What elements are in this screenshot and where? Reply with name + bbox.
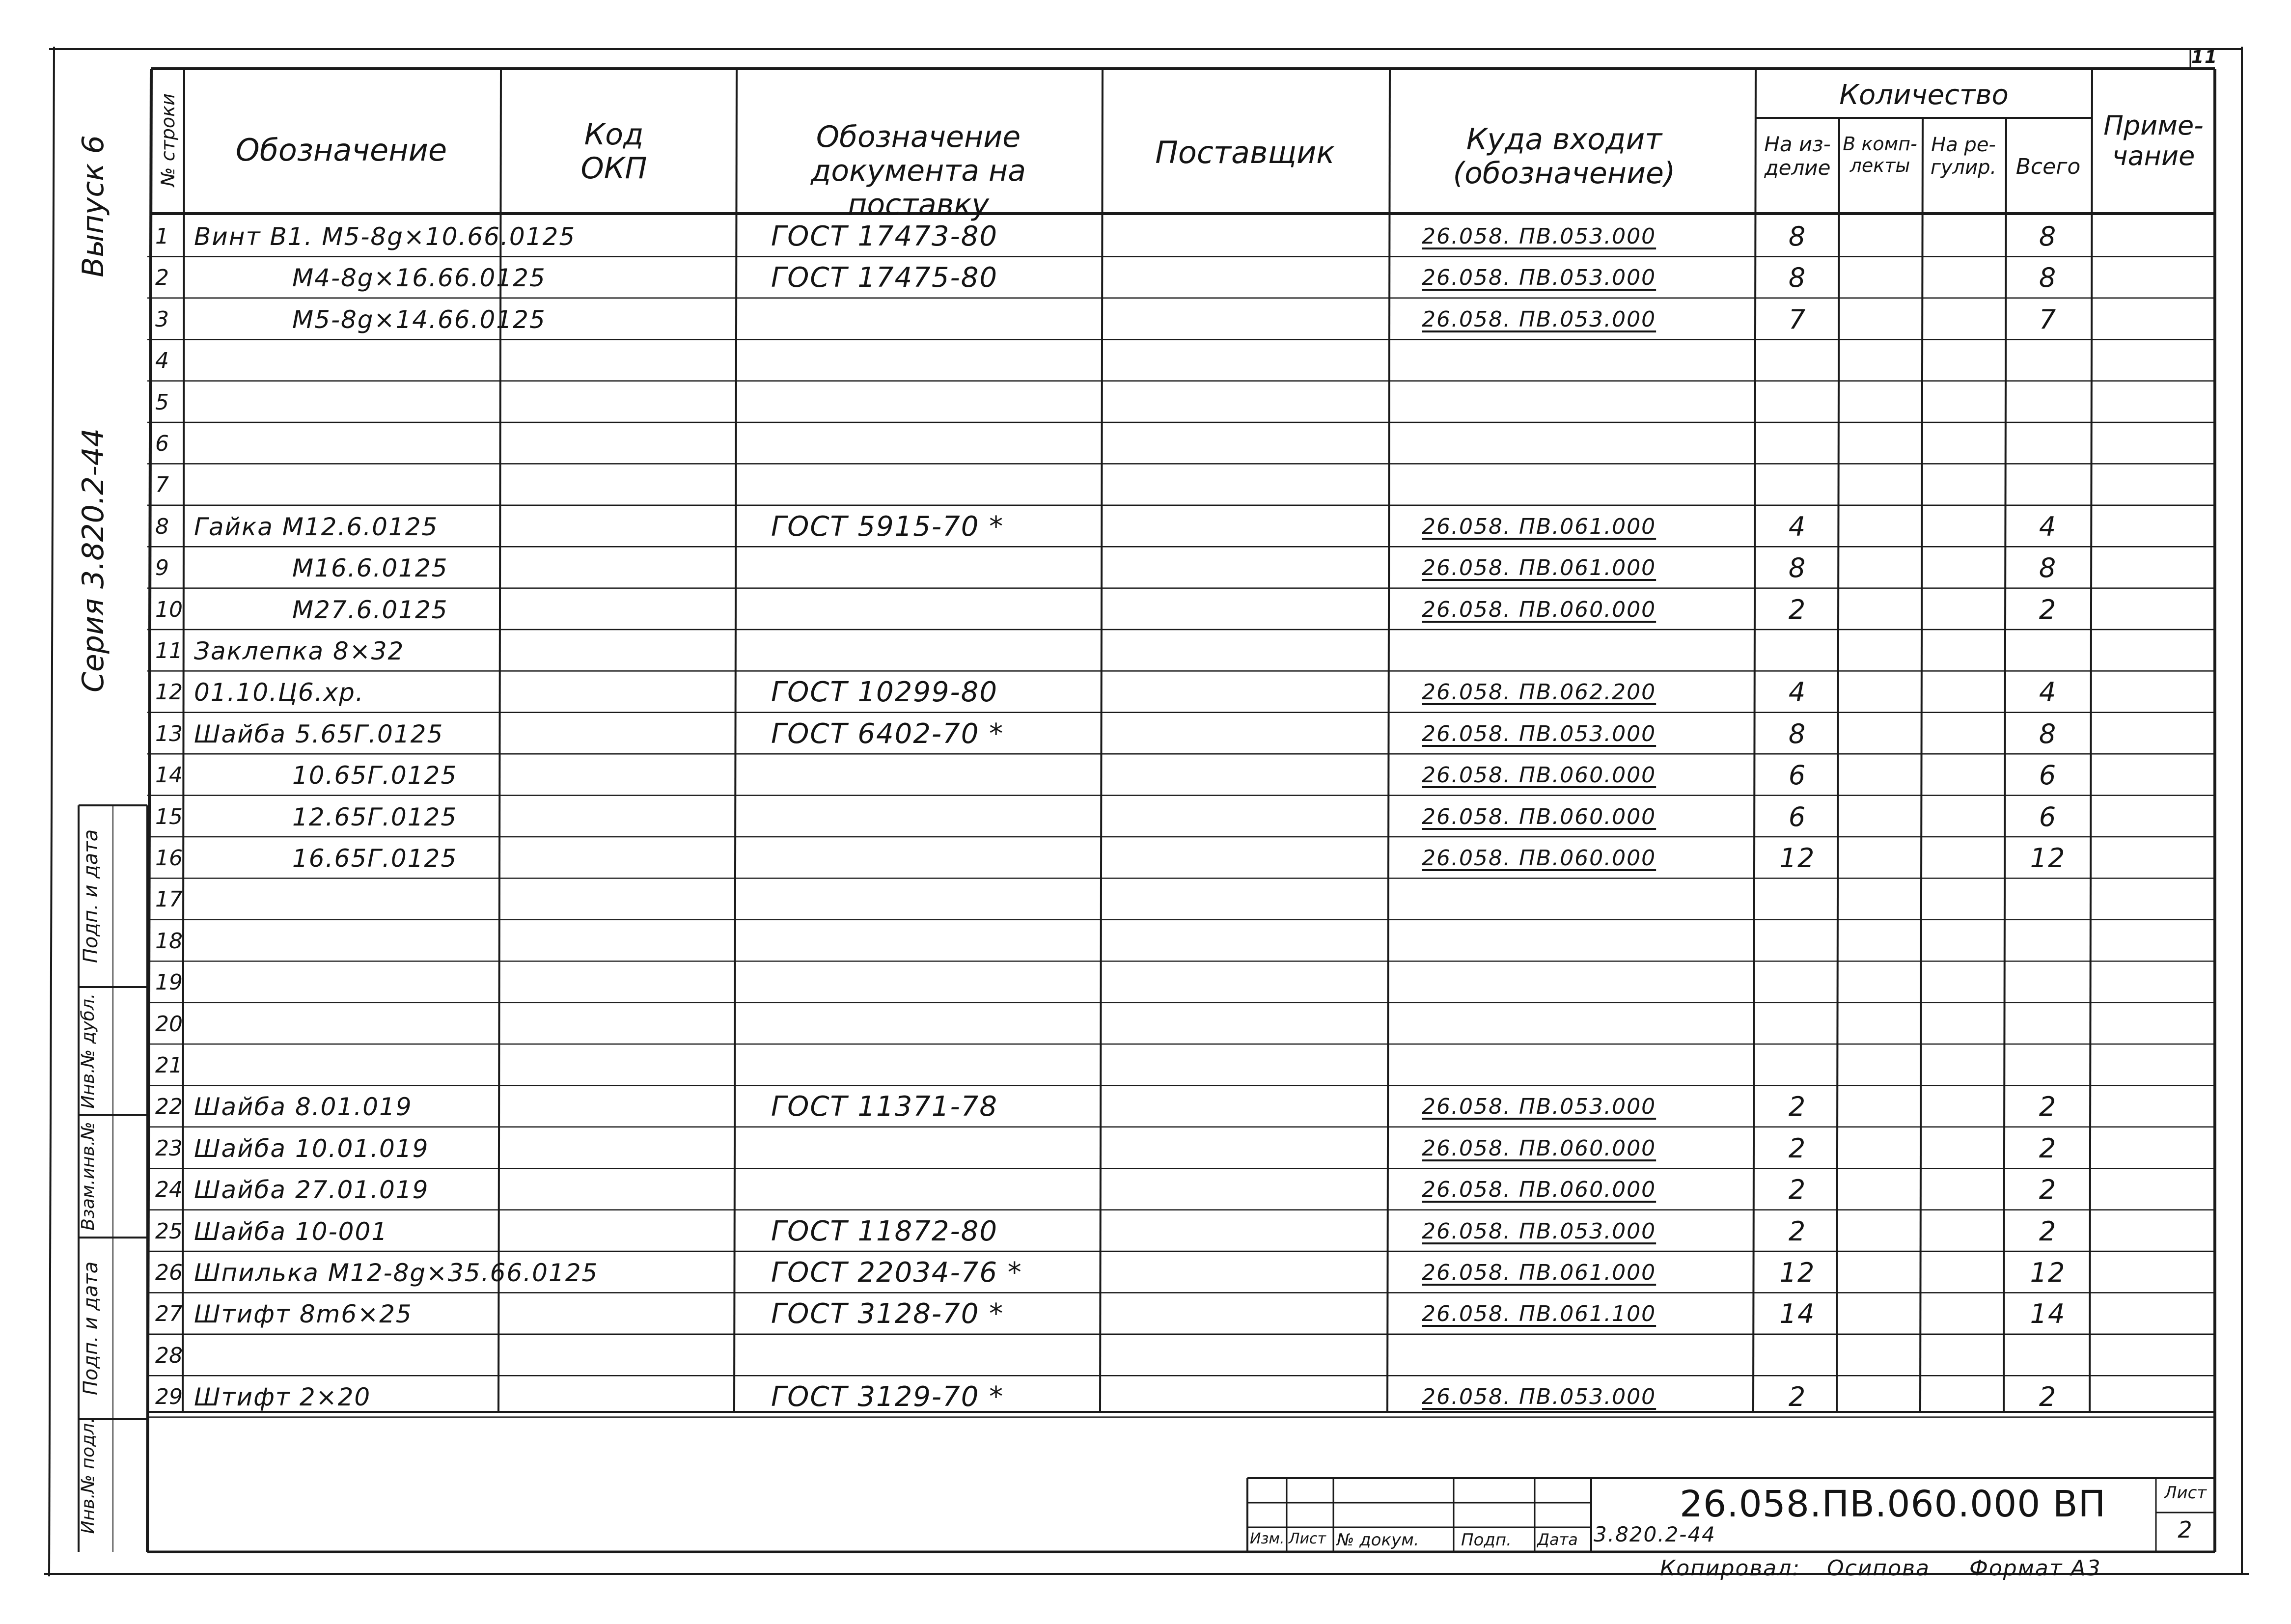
header-note: Приме-чание <box>2103 110 2204 172</box>
where-used-cell: 26.058. ПВ.053.000 <box>1422 1094 1656 1120</box>
header-designation: Обозначение <box>235 132 447 168</box>
row-number-cell: 1 <box>155 224 169 249</box>
row-number-cell: 7 <box>155 472 169 498</box>
qty-total-cell: 2 <box>2039 594 2057 625</box>
qty-per-item-cell: 2 <box>1788 1091 1807 1123</box>
qty-total-cell: 12 <box>2030 1257 2066 1288</box>
series-ref: 3.820.2-44 <box>1594 1522 1716 1546</box>
row-number-cell: 2 <box>155 265 169 291</box>
qty-total-cell <box>2006 921 2090 962</box>
qty-per-item-cell <box>1756 1045 1839 1086</box>
row-number-cell: 8 <box>155 514 169 539</box>
row-number-cell: 4 <box>155 348 169 374</box>
qty-total-cell: 2 <box>2039 1174 2057 1206</box>
header-okp: Код ОКП <box>580 117 647 186</box>
tb-sheet-number: 2 <box>2178 1516 2193 1543</box>
row-number-cell: 13 <box>155 721 183 746</box>
qty-per-item-cell: 8 <box>1788 262 1807 294</box>
row-number-cell: 12 <box>155 680 183 705</box>
stamp-podp-data-2: Подп. и дата <box>80 829 102 963</box>
supply-doc-cell: ГОСТ 3128-70 * <box>771 1298 1004 1330</box>
supply-doc-cell: ГОСТ 17473-80 <box>771 220 998 252</box>
designation-cell: М4-8g×16.66.0125 <box>292 264 546 293</box>
qty-per-item-cell: 12 <box>1779 843 1816 874</box>
supply-doc-cell: ГОСТ 5915-70 * <box>771 510 1004 543</box>
tb-sheet-label: Лист <box>2164 1483 2207 1503</box>
qty-per-item-cell <box>1756 382 1839 423</box>
copied-by: Осипова <box>1827 1556 1931 1581</box>
qty-total-cell <box>2006 879 2090 920</box>
qty-per-item-cell: 2 <box>1788 1381 1807 1413</box>
row-number-cell: 6 <box>155 431 169 456</box>
designation-cell: Шайба 10-001 <box>194 1217 388 1246</box>
tb-label-list: Лист <box>1289 1530 1326 1547</box>
row-number-cell: 26 <box>155 1260 183 1285</box>
where-used-cell: 26.058. ПВ.053.000 <box>1422 265 1656 291</box>
designation-cell: Заклепка 8×32 <box>194 637 405 665</box>
header-supplier: Поставщик <box>1155 135 1335 170</box>
row-number-cell: 3 <box>155 306 169 332</box>
supply-doc-cell: ГОСТ 11371-78 <box>771 1091 998 1123</box>
header-for-adjust: На ре-гулир. <box>1930 134 1997 179</box>
where-used-cell: 26.058. ПВ.060.000 <box>1422 804 1656 829</box>
where-used-cell: 26.058. ПВ.061.000 <box>1422 514 1656 539</box>
corner-sheet-number: 11 <box>2191 47 2218 67</box>
qty-total-cell: 6 <box>2039 801 2057 832</box>
qty-total-cell: 7 <box>2039 303 2057 335</box>
qty-per-item-cell: 12 <box>1779 1257 1816 1288</box>
qty-per-item-cell: 14 <box>1779 1298 1816 1330</box>
qty-per-item-cell <box>1756 1004 1839 1045</box>
qty-per-item-cell: 8 <box>1788 552 1807 584</box>
row-number-cell: 27 <box>155 1301 183 1327</box>
designation-cell: 12.65Г.0125 <box>292 802 458 831</box>
qty-per-item-cell <box>1756 921 1839 962</box>
supply-doc-cell: ГОСТ 3129-70 * <box>771 1381 1004 1413</box>
row-number-cell: 25 <box>155 1218 183 1244</box>
row-number-cell: 16 <box>155 846 183 871</box>
copied-label: Копировал: <box>1660 1556 1801 1581</box>
row-number-cell: 20 <box>155 1011 183 1037</box>
qty-per-item-cell: 2 <box>1788 1132 1807 1164</box>
qty-per-item-cell <box>1756 465 1839 506</box>
qty-per-item-cell <box>1756 423 1839 465</box>
designation-cell: Штифт 2×20 <box>194 1383 371 1412</box>
designation-cell: М5-8g×14.66.0125 <box>292 305 546 334</box>
tb-label-podp: Подп. <box>1461 1530 1512 1550</box>
qty-per-item-cell <box>1756 962 1839 1003</box>
row-number-cell: 17 <box>155 887 183 912</box>
designation-cell: Шайба 8.01.019 <box>194 1093 413 1122</box>
qty-total-cell <box>2006 1045 2090 1086</box>
qty-total-cell <box>2006 962 2090 1003</box>
qty-total-cell: 8 <box>2039 262 2057 294</box>
row-number-cell: 9 <box>155 555 169 581</box>
designation-cell: Шпилька М12-8g×35.66.0125 <box>194 1259 599 1287</box>
supply-doc-cell: ГОСТ 22034-76 * <box>771 1257 1022 1289</box>
qty-total-cell <box>2006 465 2090 506</box>
row-number-cell: 10 <box>155 597 183 622</box>
where-used-cell: 26.058. ПВ.053.000 <box>1422 224 1656 249</box>
qty-per-item-cell: 8 <box>1788 718 1807 749</box>
qty-total-cell <box>2006 631 2090 672</box>
qty-total-cell <box>2006 1004 2090 1045</box>
qty-total-cell <box>2006 340 2090 382</box>
where-used-cell: 26.058. ПВ.060.000 <box>1422 763 1656 788</box>
tb-label-doc: № докум. <box>1337 1530 1419 1550</box>
row-number-cell: 19 <box>155 970 183 995</box>
designation-cell: 10.65Г.0125 <box>292 761 458 790</box>
qty-total-cell: 14 <box>2030 1298 2066 1330</box>
supply-doc-cell: ГОСТ 6402-70 * <box>771 717 1004 750</box>
header-in-kits: В комп-лекты <box>1843 133 1917 176</box>
frame-left <box>49 47 54 1576</box>
qty-total-cell: 2 <box>2039 1215 2057 1247</box>
where-used-cell: 26.058. ПВ.061.000 <box>1422 1260 1656 1285</box>
qty-per-item-cell: 6 <box>1788 801 1807 832</box>
qty-per-item-cell <box>1756 1335 1839 1376</box>
where-used-cell: 26.058. ПВ.053.000 <box>1422 306 1656 332</box>
designation-cell: Винт В1. М5-8g×10.66.0125 <box>194 222 576 251</box>
row-number-cell: 11 <box>155 638 183 663</box>
qty-per-item-cell <box>1756 631 1839 672</box>
col-sep <box>1920 118 1923 1412</box>
qty-total-cell: 2 <box>2039 1091 2057 1123</box>
row-number-cell: 5 <box>155 389 169 415</box>
header-where: Куда входит (обозначение) <box>1453 122 1676 191</box>
designation-cell: Шайба 10.01.019 <box>194 1134 429 1163</box>
qty-total-cell: 8 <box>2039 718 2057 749</box>
where-used-cell: 26.058. ПВ.060.000 <box>1422 1135 1656 1161</box>
where-used-cell: 26.058. ПВ.060.000 <box>1422 1177 1656 1203</box>
qty-per-item-cell: 2 <box>1788 1215 1807 1247</box>
designation-cell: М16.6.0125 <box>292 554 448 583</box>
header-per-item: На из-делие <box>1764 132 1831 180</box>
designation-cell: 01.10.Ц6.хр. <box>194 678 364 707</box>
designation-cell: Гайка М12.6.0125 <box>194 512 439 541</box>
qty-total-cell <box>2006 382 2090 423</box>
format-label: Формат А3 <box>1969 1556 2101 1581</box>
row-number-cell: 23 <box>155 1135 183 1161</box>
where-used-cell: 26.058. ПВ.060.000 <box>1422 597 1656 622</box>
qty-per-item-cell: 6 <box>1788 760 1807 791</box>
qty-per-item-cell <box>1756 879 1839 920</box>
qty-per-item-cell: 4 <box>1788 677 1807 708</box>
where-used-cell: 26.058. ПВ.053.000 <box>1422 721 1656 746</box>
where-used-cell: 26.058. ПВ.061.100 <box>1422 1301 1656 1327</box>
stamp-inv-dubl: Инв.№ дубл. <box>78 993 98 1109</box>
header-total: Всего <box>2015 154 2081 179</box>
tb-label-date: Дата <box>1537 1530 1578 1549</box>
where-used-cell: 26.058. ПВ.062.200 <box>1422 680 1656 705</box>
row-number-cell: 28 <box>155 1343 183 1368</box>
qty-per-item-cell: 2 <box>1788 1174 1807 1206</box>
row-number-cell: 24 <box>155 1177 183 1203</box>
qty-total-cell: 12 <box>2030 843 2066 874</box>
row-number-cell: 18 <box>155 928 183 954</box>
where-used-cell: 26.058. ПВ.053.000 <box>1422 1384 1656 1410</box>
supply-doc-cell: ГОСТ 17475-80 <box>771 262 998 294</box>
tb-label-izm: Изм. <box>1250 1530 1285 1547</box>
where-used-cell: 26.058. ПВ.061.000 <box>1422 555 1656 581</box>
where-used-cell: 26.058. ПВ.053.000 <box>1422 1218 1656 1244</box>
issue-label: Выпуск 6 <box>76 135 110 277</box>
qty-total-cell <box>2006 423 2090 465</box>
designation-cell: 16.65Г.0125 <box>292 844 458 873</box>
designation-cell: М27.6.0125 <box>292 595 448 624</box>
qty-total-cell: 4 <box>2039 677 2057 708</box>
designation-cell: Шайба 27.01.019 <box>194 1176 429 1205</box>
stamp-podp-data-1: Подп. и дата <box>80 1261 102 1396</box>
designation-cell: Штифт 8m6×25 <box>194 1300 413 1329</box>
row-number-cell: 29 <box>155 1384 183 1410</box>
qty-total-cell: 6 <box>2039 760 2057 791</box>
document-code: 26.058.ПВ.060.000 ВП <box>1680 1483 2106 1525</box>
qty-total-cell: 8 <box>2039 552 2057 584</box>
qty-total-cell: 2 <box>2039 1132 2057 1164</box>
qty-total-cell: 2 <box>2039 1381 2057 1413</box>
stamp-inv-podl: Инв.№ подл. <box>78 1417 98 1534</box>
stamp-vzam-inv: Взам.инв.№ <box>78 1122 98 1231</box>
qty-total-cell: 8 <box>2039 221 2057 252</box>
header-row-no: № строки <box>157 93 179 187</box>
row-number-cell: 15 <box>155 804 183 829</box>
qty-per-item-cell: 4 <box>1788 511 1807 542</box>
supply-doc-cell: ГОСТ 10299-80 <box>771 676 998 709</box>
header-quantity: Количество <box>1839 79 2009 111</box>
qty-per-item-cell: 7 <box>1788 303 1807 335</box>
designation-cell: Шайба 5.65Г.0125 <box>194 719 444 748</box>
where-used-cell: 26.058. ПВ.060.000 <box>1422 846 1656 871</box>
header-doc: Обозначение документа на поставку <box>810 120 1026 222</box>
qty-total-cell <box>2006 1335 2090 1376</box>
supply-doc-cell: ГОСТ 11872-80 <box>771 1215 998 1247</box>
qty-per-item-cell <box>1756 340 1839 382</box>
row-number-cell: 22 <box>155 1094 183 1120</box>
qty-total-cell: 4 <box>2039 511 2057 542</box>
row-number-cell: 14 <box>155 763 183 788</box>
qty-per-item-cell: 8 <box>1788 221 1807 252</box>
row-number-cell: 21 <box>155 1053 183 1078</box>
qty-per-item-cell: 2 <box>1788 594 1807 625</box>
series-label: Серия 3.820.2-44 <box>76 428 110 692</box>
